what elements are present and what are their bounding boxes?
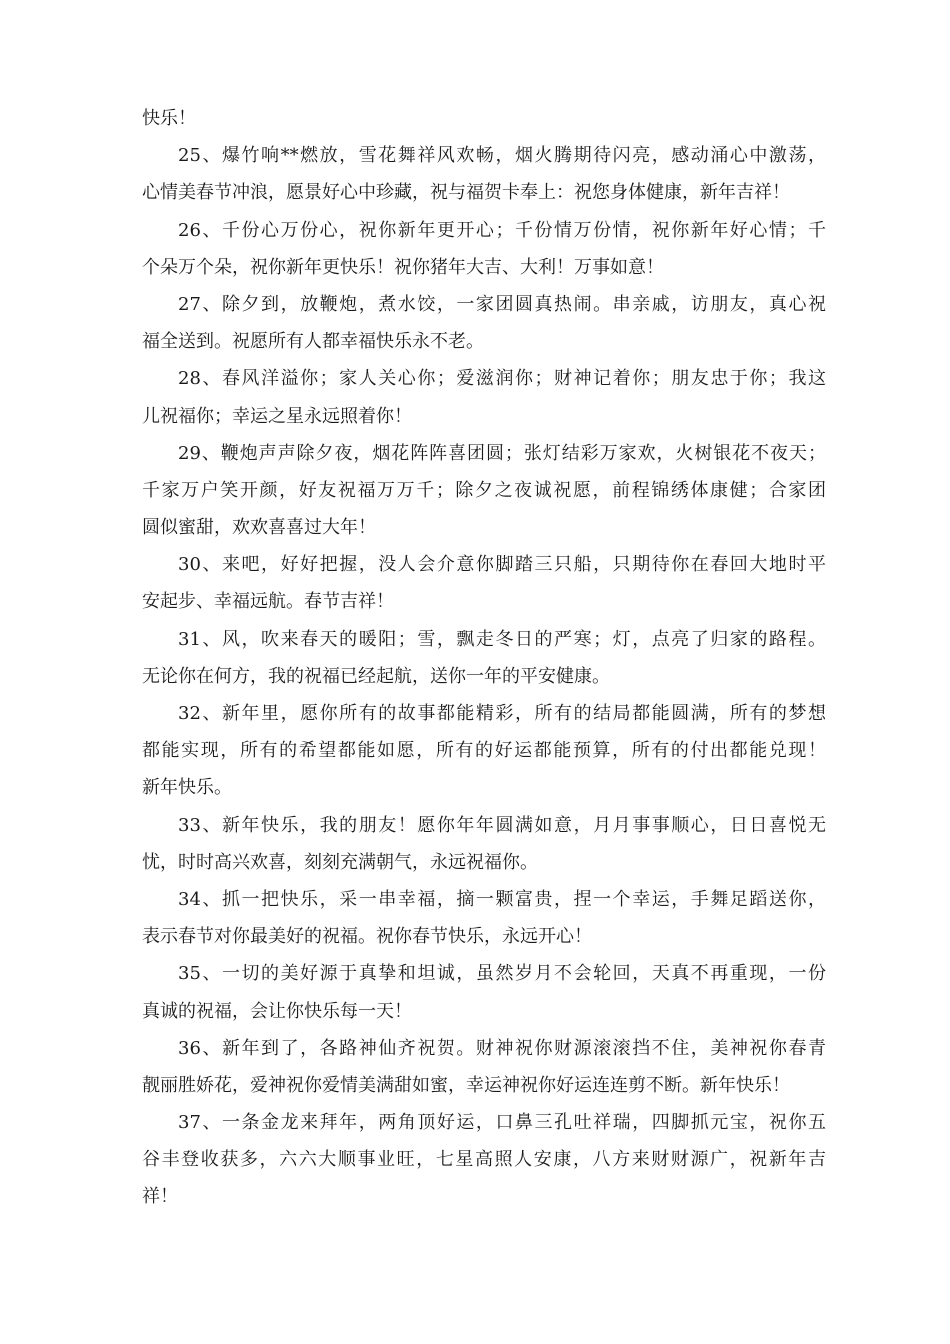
paragraph [142,885,826,959]
paragraph-line: 忧，时时高兴欢喜，刻刻充满朝气，永远祝福你。 [142,851,538,873]
paragraph-line: 靓丽胜娇花，爱神祝你爱情美满甜如蜜，幸运神祝你好运连连剪不断。新年快乐！ [142,1074,790,1096]
paragraph-line: 32、新年里，愿你所有的故事都能精彩，所有的结局都能圆满，所有的梦想 [178,703,826,724]
paragraph-line: 28、春风洋溢你；家人关心你；爱滋润你；财神记着你；朋友忠于你；我这 [178,368,826,390]
paragraph-line: 谷丰登收获多，六六大顺事业旺，七星高照人安康，八方来财财源广，祝新年吉 [142,1149,826,1171]
paragraph-line: 26、千份心万份心，祝你新年更开心；千份情万份情，祝你新年好心情；千 [178,219,826,241]
paragraph-line: 无论你在何方，我的祝福已经起航，送你一年的平安健康。 [142,665,610,687]
paragraph-line: 新年快乐。 [142,777,232,799]
paragraph-line: 圆似蜜甜，欢欢喜喜过大年！ [142,517,376,539]
paragraph-line: 35、一切的美好源于真挚和坦诚，虽然岁月不会轮回，天真不再重现，一份 [178,963,826,985]
paragraph [142,699,826,811]
paragraph-line: 心情美春节冲浪，愿景好心中珍藏，祝与福贺卡奉上：祝您身体健康，新年吉祥！ [142,182,790,204]
paragraph-line: 31、风，吹来春天的暖阳；雪，飘走冬日的严寒；灯，点亮了归家的路程。 [178,628,826,650]
paragraph-line: 儿祝福你；幸运之星永远照着你！ [142,405,412,427]
paragraph [142,550,826,624]
paragraph [142,141,826,215]
paragraph [142,1034,826,1108]
paragraph [142,625,826,699]
paragraph-line: 30、来吧，好好把握，没人会介意你脚踏三只船，只期待你在春回大地时平 [178,554,826,576]
paragraph-line: 真诚的祝福，会让你快乐每一天！ [142,1000,412,1022]
paragraph [142,104,826,141]
paragraph-line: 25、爆竹响**燃放，雪花舞祥风欢畅，烟火腾期待闪亮，感动涌心中激荡， [178,145,826,167]
paragraph-line: 福全送到。祝愿所有人都幸福快乐永不老。 [142,331,484,353]
document-body [142,104,826,1220]
paragraph-line: 33、新年快乐，我的朋友！愿你年年圆满如意，月月事事顺心，日日喜悦无 [178,814,826,836]
paragraph [142,811,826,885]
paragraph-line: 36、新年到了，各路神仙齐祝贺。财神祝你财源滚滚挡不住，美神祝你春青 [178,1037,826,1059]
paragraph-line: 安起步、幸福远航。春节吉祥！ [142,591,394,613]
paragraph-line: 27、除夕到，放鞭炮，煮水饺，一家团圆真热闹。串亲戚，访朋友，真心祝 [178,293,826,315]
paragraph-line: 37、一条金龙来拜年，两角顶好运，口鼻三孔吐祥瑞，四脚抓元宝，祝你五 [178,1112,826,1134]
paragraph [142,290,826,364]
paragraph-line: 34、抓一把快乐，采一串幸福，摘一颗富贵，捏一个幸运，手舞足蹈送你， [178,888,826,910]
paragraph [142,216,826,290]
paragraph-line: 29、鞭炮声声除夕夜，烟花阵阵喜团圆；张灯结彩万家欢，火树银花不夜天； [178,442,826,464]
paragraph-line: 表示春节对你最美好的祝福。祝你春节快乐，永远开心！ [142,926,592,948]
paragraph [142,364,826,438]
paragraph [142,439,826,551]
paragraph-line: 千家万户笑开颜，好友祝福万万千；除夕之夜诚祝愿，前程锦绣体康健；合家团 [142,479,826,501]
paragraph-line: 都能实现，所有的希望都能如愿，所有的好运都能预算，所有的付出都能兑现！ [142,740,826,762]
paragraph-line: 快乐！ [142,108,196,129]
paragraph [142,959,826,1033]
paragraph-line: 祥！ [142,1186,178,1208]
paragraph [142,1108,826,1220]
paragraph-line: 个朵万个朵，祝你新年更快乐！祝你猪年大吉、大利！万事如意！ [142,256,664,278]
